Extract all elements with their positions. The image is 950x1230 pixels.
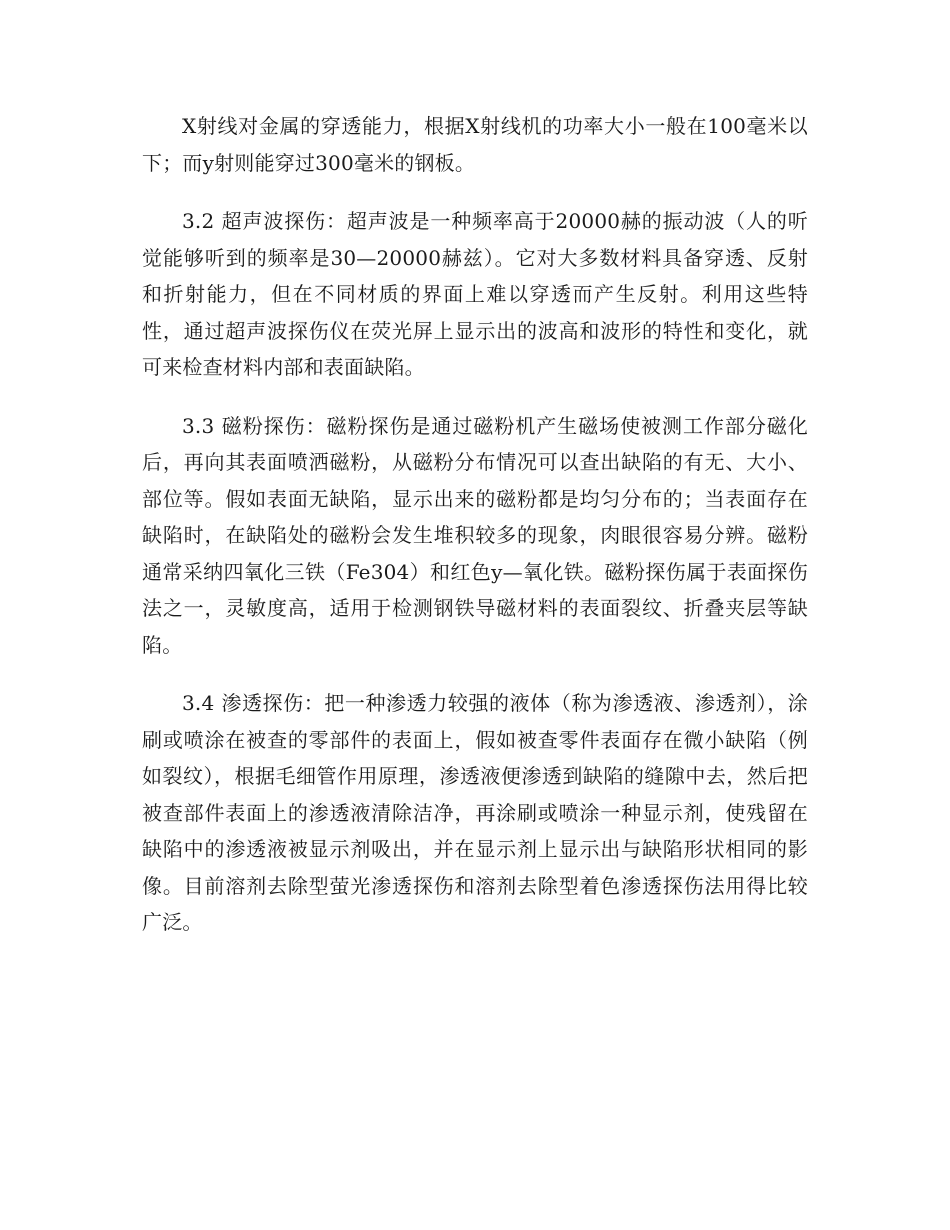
paragraph-penetrant-testing: 3.4 渗透探伤：把一种渗透力较强的液体（称为渗透液、渗透剂），涂刷或喷涂在被查的零部件的表面上，假如被查零件表面存在微小缺陷（例如裂纹），根据毛细管作用原理，渗透液便渗透到缺陷的缝隙中去，然后把被查部件表面上的渗透液清除洁净，再涂刷或喷涂一种显示剂，使残留在缺陷中的渗透液被显示剂吸出，并在显示剂上显示出与缺陷形状相同的影像。目前溶剂去除型萤光渗透探伤和溶剂去除型着色渗透探伤法用得比较广泛。 bbox=[142, 691, 808, 934]
paragraph-ultrasonic-testing: 3.2 超声波探伤：超声波是一种频率高于20000赫的振动波（人的听觉能够听到的频率是30—20000赫兹）。它对大多数材料具备穿透、反射和折射能力，但在不同材质的界面上难以穿透而产生反射。利用这些特性，通过超声波探伤仪在荧光屏上显示出的波高和波形的特性和变化，就可来检查材料内部和表面缺陷。 bbox=[142, 209, 808, 379]
paragraph-xray-penetration: X射线对金属的穿透能力，根据X射线机的功率大小一般在100毫米以下；而y射则能穿过300毫米的钢板。 bbox=[142, 114, 808, 175]
paragraph-magnetic-particle-testing: 3.3 磁粉探伤：磁粉探伤是通过磁粉机产生磁场使被测工作部分磁化后，再向其表面喷洒磁粉，从磁粉分布情况可以查出缺陷的有无、大小、部位等。假如表面无缺陷，显示出来的磁粉都是均匀分布的；当表面存在缺陷时，在缺陷处的磁粉会发生堆积较多的现象，肉眼很容易分辨。磁粉通常采纳四氧化三铁（Fe304）和红色y—氧化铁。磁粉探伤属于表面探伤法之一，灵敏度高，适用于检测钢铁导磁材料的表面裂纹、折叠夹层等缺陷。 bbox=[142, 413, 808, 657]
document-body bbox=[142, 108, 808, 963]
